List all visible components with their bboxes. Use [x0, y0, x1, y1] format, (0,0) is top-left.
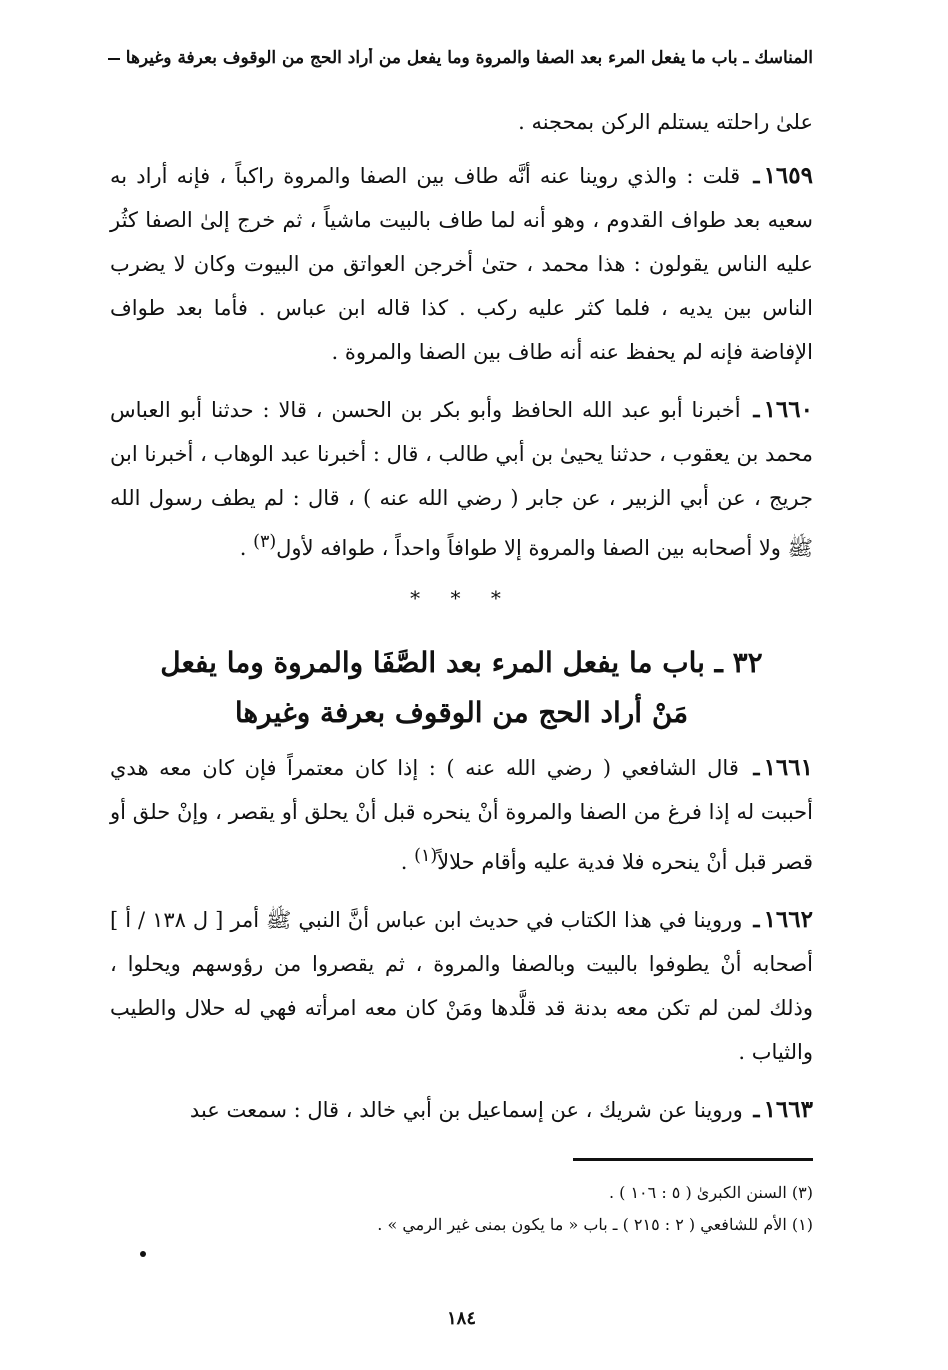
number-dash: ـ — [753, 755, 760, 780]
footnote-marker-3: (٣) — [253, 532, 277, 552]
paragraph-number-1661: ١٦٦١ — [763, 754, 813, 781]
chapter-heading-line-1: ٣٢ ـ باب ما يفعل المرء بعد الصَّفَا والمروة وما يفعل — [160, 646, 763, 679]
running-title: المناسك ـ باب ما يفعل المرء بعد الصفا والمروة وما يفعل من أراد الحج من الوقوف بعرفة وغيرها — [125, 48, 813, 68]
paragraph-end-1660: . — [239, 536, 254, 560]
section-separator-stars: * * * — [410, 586, 513, 610]
paragraph-1661 — [110, 746, 813, 884]
footnote-rule — [573, 1158, 813, 1161]
paragraph-1659 — [110, 154, 813, 374]
paragraph-end-1661: . — [400, 850, 415, 874]
footnote-3: (٣) السنن الكبرىٰ ( ٥ : ١٠٦ ) . — [608, 1183, 813, 1202]
paragraph-1663 — [110, 1088, 813, 1132]
running-header — [108, 48, 813, 68]
header-dash — [108, 58, 120, 60]
paragraph-text-1660: أخبرنا أبو عبد الله الحافظ وأبو بكر بن الحسن ، قالا : حدثنا أبو العباس محمد بن يعقوب ، حدثنا يحيىٰ بن أبي طالب ، قال : أخبرنا عبد الوهاب ، أخبرنا ابن جريج ، عن أبي الزبير ، عن جابر ( رضي الله عنه ) ، قال : لم يطف رسول الله ﷺ ولا أصحابه بين الصفا والمروة إلا طوافاً واحداً ، طوافه لأول — [110, 398, 813, 560]
number-dash: ـ — [753, 1097, 760, 1122]
number-dash: ـ — [753, 907, 760, 932]
footnotes — [110, 1158, 813, 1241]
paragraph-number-1663: ١٦٦٣ — [763, 1096, 813, 1123]
paragraph-number-1660: ١٦٦٠ — [763, 396, 813, 423]
chapter-heading-line-2: مَنْ أراد الحج من الوقوف بعرفة وغيرها — [234, 696, 689, 729]
number-dash: ـ — [753, 163, 760, 188]
paragraph-number-1659: ١٦٥٩ — [763, 162, 813, 189]
page — [110, 0, 813, 1370]
ink-dot — [140, 1251, 146, 1257]
chapter-heading — [110, 638, 813, 738]
continuation-text: علىٰ راحلته يستلم الركن بمحجنه . — [518, 110, 813, 134]
paragraph-1662 — [110, 898, 813, 1074]
paragraph-text-1663: وروينا عن شريك ، عن إسماعيل بن أبي خالد ، قال : سمعت عبد — [189, 1098, 743, 1122]
footnote-1: (١) الأم للشافعي ( ٢ : ٢١٥ ) ـ باب « ما يكون بمنى غير الرمي » . — [377, 1215, 813, 1234]
footnote-marker-1: (١) — [414, 846, 438, 866]
paragraph-text-1661: قال الشافعي ( رضي الله عنه ) : إذا كان معتمراً فإن كان معه هدي أحببت له إذا فرغ من الصفا والمروة أنْ ينحره قبل أنْ يحلق أو يقصر ، وإنْ حلق أو قصر قبل أنْ ينحره فلا فدية عليه وأقام حلالاً — [110, 756, 813, 874]
paragraph-1660 — [110, 388, 813, 570]
paragraph-number-1662: ١٦٦٢ — [763, 906, 813, 933]
paragraph-continuation — [110, 100, 813, 144]
paragraph-text-1659: قلت : والذي روينا عنه أنَّه طاف بين الصفا والمروة راكباً ، فإنه أراد به سعيه بعد طواف القدوم ، وهو أنه لما طاف بالبيت ماشياً ، ثم خرج إلىٰ الصفا كثُر عليه الناس يقولون : هذا محمد ، حتىٰ أخرجن العواتق من البيوت وكان لا يضرب الناس بين يديه ، فلما كثر عليه ركب . كذا قاله ابن عباس . فأما بعد طواف الإفاضة فإنه لم يحفظ عنه أنه طاف بين الصفا والمروة . — [110, 164, 813, 364]
page-number: ١٨٤ — [446, 1308, 476, 1329]
paragraph-text-1662: وروينا في هذا الكتاب في حديث ابن عباس أنَّ النبي ﷺ أمر [ ل ١٣٨ / أ ] أصحابه أنْ يطوفوا بالبيت وبالصفا والمروة ، ثم يقصروا من رؤوسهم ويحلوا ، وذلك لمن لم تكن معه بدنة قد قلَّدها ومَنْ كان معه امرأته فهي له حلال والطيب والثياب . — [110, 908, 813, 1064]
number-dash: ـ — [753, 397, 760, 422]
body-text — [110, 100, 813, 1146]
